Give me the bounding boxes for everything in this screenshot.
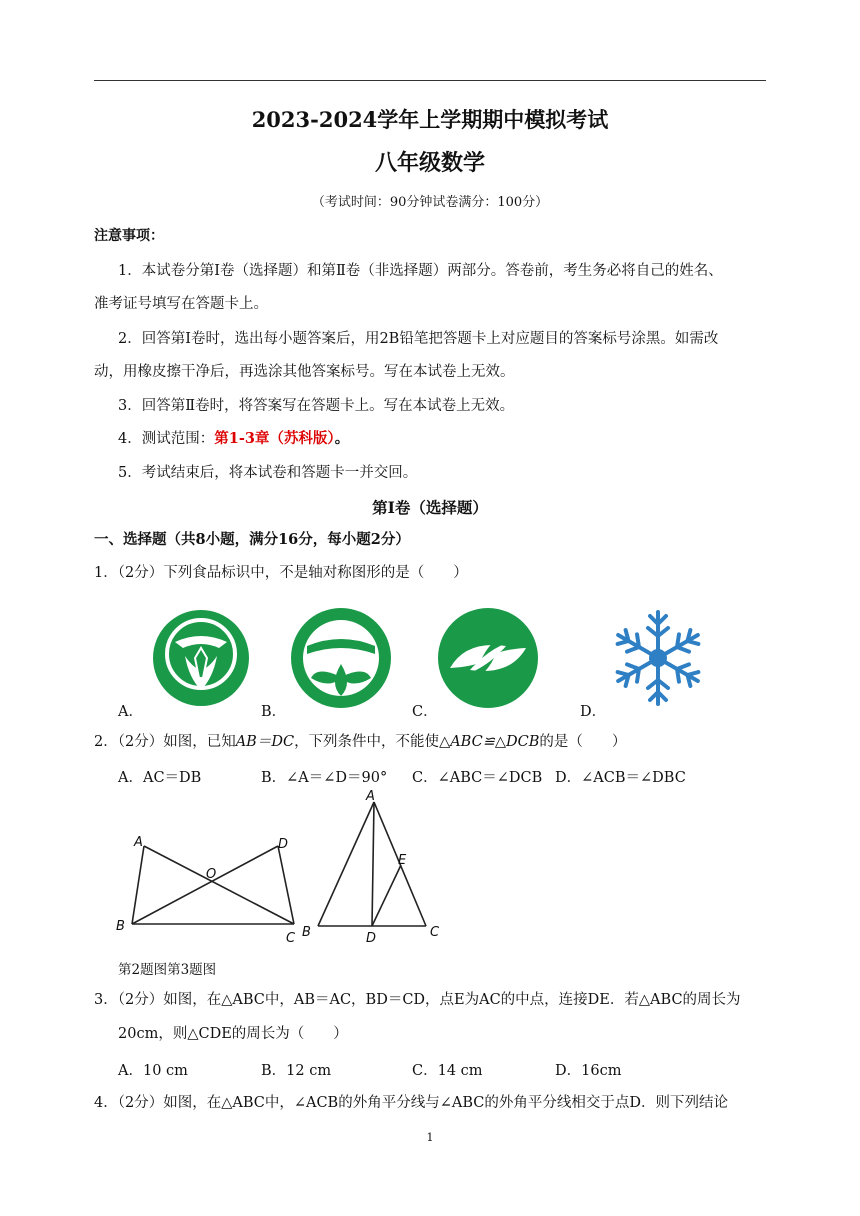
q3-option-d: D．16cm (555, 1063, 622, 1079)
note-4-range: 第1-3章（苏科版） (214, 430, 335, 447)
fig3-label-e: E (398, 853, 407, 868)
note-1-line-2: 准考证号填写在答题卡上。 (94, 296, 268, 312)
q2-q3-figures (110, 790, 450, 950)
fig3-label-c: C (430, 925, 440, 940)
note-2-line-1: 2．回答第Ⅰ卷时，选出每小题答案后，用2B铅笔把答题卡上对应题目的答案标号涂黑。如需改 (118, 331, 719, 347)
q2-stem-c: ，下列条件中，不能使 (294, 734, 440, 750)
note-4 (118, 429, 349, 449)
q2-stem-b: AB＝DC (235, 734, 295, 750)
green-food-logo-icon (289, 606, 393, 710)
q2-option-d: D．∠ACB＝∠DBC (555, 770, 686, 786)
q2-stem (94, 732, 626, 752)
note-1-line-1: 1．本试卷分第Ⅰ卷（选择题）和第Ⅱ卷（非选择题）两部分。答卷前，考生务必将自己的姓名、 (118, 263, 723, 279)
q2-stem-e: 的是（ ） (539, 734, 627, 750)
part-1-heading: 一、选择题（共8小题，满分16分，每小题2分） (94, 531, 410, 548)
note-2-line-2: 动，用橡皮擦干净后，再选涂其他答案标号。写在本试卷上无效。 (94, 364, 515, 380)
q3-option-b: B．12 cm (261, 1063, 332, 1079)
fig2-label-a: A (134, 835, 143, 850)
figure-caption: 第2题图第3题图 (118, 962, 217, 978)
page-number: 1 (426, 1131, 434, 1144)
note-4-suffix: 。 (334, 430, 350, 447)
fig2-label-d: D (278, 837, 289, 852)
snowflake-logo-icon (606, 606, 710, 710)
q1-option-b: B． (261, 704, 287, 720)
exam-subject: 八年级数学 (374, 150, 485, 176)
green-seal-logo-icon (145, 608, 257, 708)
q3-option-c: C．14 cm (412, 1063, 483, 1079)
fig3-label-d: D (366, 931, 377, 946)
q3-line-1: 3．（2分）如图，在△ABC中，AB＝AC，BD＝CD，点E为AC的中点，连接DE．若△ABC的周长为 (94, 992, 741, 1008)
fig3-label-a: A (366, 790, 375, 804)
fig3-label-b: B (302, 925, 311, 940)
note-5: 5．考试结束后，将本试卷和答题卡一并交回。 (118, 465, 418, 481)
header-rule (94, 80, 766, 81)
fig2-label-c: C (286, 931, 296, 946)
q2-option-a: A．AC＝DB (118, 770, 202, 786)
note-4-prefix: 4．测试范围： (118, 431, 215, 447)
q1-option-d: D． (580, 704, 607, 720)
fig2-label-b: B (116, 919, 125, 934)
fig2-label-o: O (206, 867, 217, 882)
exam-info: （考试时间：90分钟试卷满分：100分） (311, 195, 549, 210)
q3-line-2: 20cm，则△CDE的周长为（ ） (118, 1026, 348, 1042)
exam-title: 2023-2024学年上学期期中模拟考试 (251, 107, 609, 132)
note-3: 3．回答第Ⅱ卷时，将答案写在答题卡上。写在本试卷上无效。 (118, 398, 515, 414)
section-title: 第Ⅰ卷（选择题） (372, 498, 488, 517)
q1-stem: 1．（2分）下列食品标识中，不是轴对称图形的是（ ） (94, 565, 468, 581)
q2-option-b: B．∠A＝∠D＝90° (261, 770, 388, 786)
q1-option-c: C． (412, 704, 438, 720)
q2-stem-a: 2．（2分）如图，已知 (94, 734, 236, 750)
notes-heading: 注意事项： (94, 228, 164, 244)
q3-option-a: A．10 cm (118, 1063, 188, 1079)
q1-option-a: A． (118, 704, 143, 720)
leaf-logo-icon (436, 606, 540, 710)
q2-stem-d: △ABC≌△DCB (439, 734, 540, 750)
q4-line-1: 4．（2分）如图，在△ABC中，∠ACB的外角平分线与∠ABC的外角平分线相交于点D．则下列结论 (94, 1095, 728, 1111)
q2-option-c: C．∠ABC＝∠DCB (412, 770, 543, 786)
